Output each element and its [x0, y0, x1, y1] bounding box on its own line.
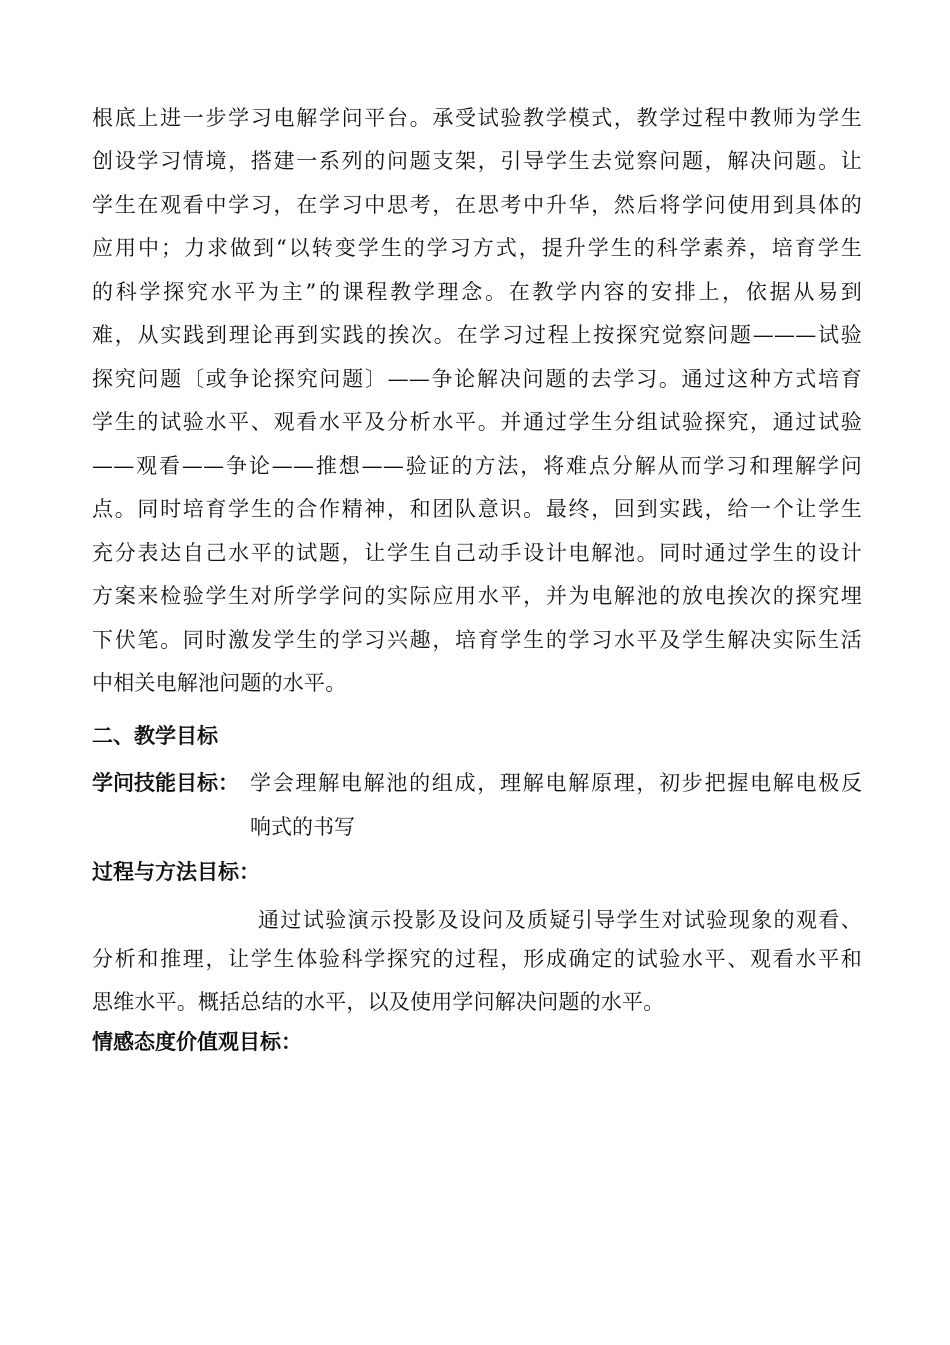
process-objective-label: 过程与方法目标：: [92, 859, 260, 884]
knowledge-objective-text: 响式的书写: [250, 815, 355, 839]
process-objective-text: 思维水平。概括总结的水平，以及使用学问解决问题的水平。: [92, 990, 665, 1014]
paragraph-line: 方案来检验学生对所学学问的实际应用水平，并为电解池的放电挨次的探究埋: [92, 584, 862, 608]
process-objective-text: 分析和推理，让学生体验科学探究的过程，形成确定的试验水平、观看水平和: [92, 947, 862, 971]
section-heading: 二、教学目标: [92, 723, 218, 748]
emotion-objective-label: 情感态度价值观目标：: [92, 1029, 302, 1054]
paragraph-line: 学生的试验水平、观看水平及分析水平。并通过学生分组试验探究，通过试验: [92, 410, 862, 434]
paragraph-line: 下伏笔。同时激发学生的学习兴趣，培育学生的学习水平及学生解决实际生活: [92, 628, 862, 652]
paragraph-line: 的科学探究水平为主”的课程教学理念。在教学内容的安排上，依据从易到: [92, 280, 862, 304]
paragraph-line: 创设学习情境，搭建一系列的问题支架，引导学生去觉察问题，解决问题。让: [92, 149, 862, 173]
process-objective-text: 通过试验演示投影及设问及质疑引导学生对试验现象的观看、: [258, 908, 862, 932]
paragraph-line: 点。同时培育学生的合作精神，和团队意识。最终，回到实践，给一个让学生: [92, 497, 862, 521]
paragraph-line: 充分表达自己水平的试题，让学生自己动手设计电解池。同时通过学生的设计: [92, 541, 862, 565]
paragraph-line: 探究问题〔或争论探究问题〕——争论解决问题的去学习。通过这种方式培育: [92, 367, 862, 391]
paragraph-line: 应用中；力求做到“以转变学生的学习方式，提升学生的科学素养，培育学生: [92, 236, 862, 260]
paragraph-line: 难，从实践到理论再到实践的挨次。在学习过程上按探究觉察问题———试验: [92, 323, 862, 347]
knowledge-objective-text: 学会理解电解池的组成，理解电解原理，初步把握电解电极反: [250, 771, 862, 795]
paragraph-line: 学生在观看中学习，在学习中思考，在思考中升华，然后将学问使用到具体的: [92, 193, 862, 217]
paragraph-line: ——观看——争论——推想——验证的方法，将难点分解从而学习和理解学问: [92, 454, 862, 478]
paragraph-line: 根底上进一步学习电解学问平台。承受试验教学模式，教学过程中教师为学生: [92, 106, 862, 130]
knowledge-objective-label: 学问技能目标：: [92, 770, 239, 795]
paragraph-line: 中相关电解池问题的水平。: [92, 671, 347, 695]
